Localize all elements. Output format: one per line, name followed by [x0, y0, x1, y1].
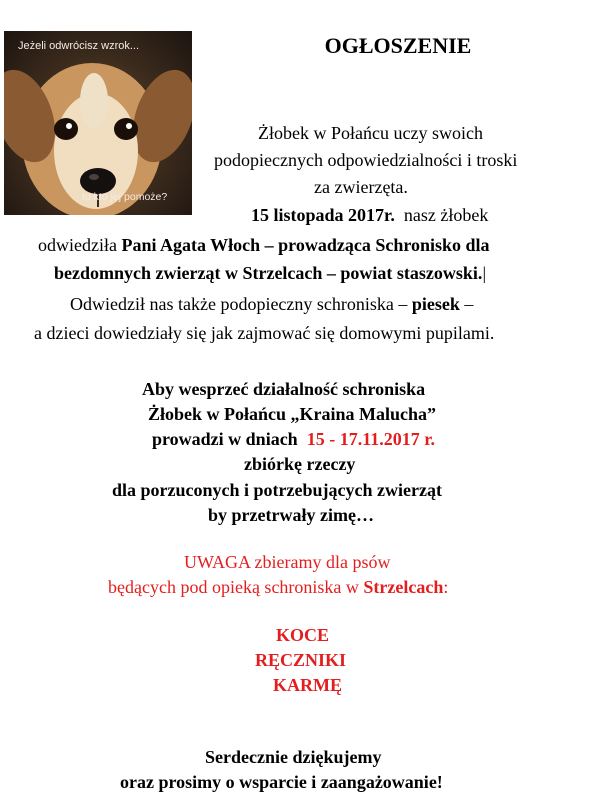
page-title: OGŁOSZENIE	[324, 33, 472, 58]
intro-line-3: za zwierzęta.	[314, 177, 408, 197]
intro-line-5	[38, 236, 490, 254]
closing-line-2: oraz prosimy o wsparcie i zaangażowanie!	[120, 772, 443, 792]
intro-line-4	[251, 206, 488, 224]
text-cursor: |	[482, 263, 487, 283]
intro-line-2: podopiecznych odpowiedzialności i troski	[214, 150, 518, 170]
notice-line-2-c: :	[443, 577, 449, 597]
intro-line-8: a dzieci dowiedziały się jak zajmować się domowymi pupilami.	[34, 323, 495, 343]
item-blankets: KOCE	[276, 625, 330, 645]
appeal-line-3	[152, 430, 435, 448]
appeal-line-4: zbiórkę rzeczy	[244, 454, 356, 474]
photo-caption-top: Jeżeli odwrócisz wzrok...	[18, 40, 140, 52]
intro-line-6	[54, 264, 486, 282]
appeal-line-6: by przetrwały zimę…	[208, 505, 374, 525]
puppy-photo	[4, 31, 192, 215]
intro-line-7-a: Odwiedził nas także podopieczny schroniska –	[70, 294, 408, 314]
appeal-line-1: Aby wesprzeć działalność schroniska	[142, 379, 426, 399]
puppy-illustration	[4, 31, 192, 215]
item-towels: RĘCZNIKI	[255, 650, 347, 670]
item-food: KARMĘ	[273, 675, 342, 695]
appeal-line-3-a: prowadzi w dniach	[152, 429, 298, 449]
visit-date: 15 listopada 2017r.	[251, 205, 395, 225]
shelter-location: bezdomnych zwierząt w Strzelcach – powiat staszowski.	[54, 263, 483, 283]
intro-line-1: Żłobek w Połańcu uczy swoich	[258, 123, 483, 143]
intro-line-7-c: –	[464, 294, 474, 314]
notice-line-2	[108, 578, 448, 596]
intro-line-5-a: odwiedziła	[38, 235, 117, 255]
collection-dates: 15 - 17.11.2017 r.	[306, 429, 436, 449]
shelter-town: Strzelcach	[363, 577, 444, 597]
photo-caption-bottom: to kto jej pomoże?	[82, 191, 168, 203]
appeal-line-5: dla porzuconych i potrzebujących zwierząt	[112, 480, 442, 500]
puppy-word: piesek	[411, 294, 460, 314]
notice-line-1: UWAGA zbieramy dla psów	[184, 552, 391, 572]
notice-line-2-a: będących pod opieką schroniska w	[108, 577, 359, 597]
intro-line-7	[70, 295, 473, 313]
guest-name: Pani Agata Włoch – prowadząca Schronisko dla	[121, 235, 490, 255]
intro-line-4-rest: nasz żłobek	[403, 205, 489, 225]
closing-line-1: Serdecznie dziękujemy	[205, 747, 382, 767]
appeal-line-2: Żłobek w Połańcu „Kraina Malucha”	[148, 404, 437, 424]
